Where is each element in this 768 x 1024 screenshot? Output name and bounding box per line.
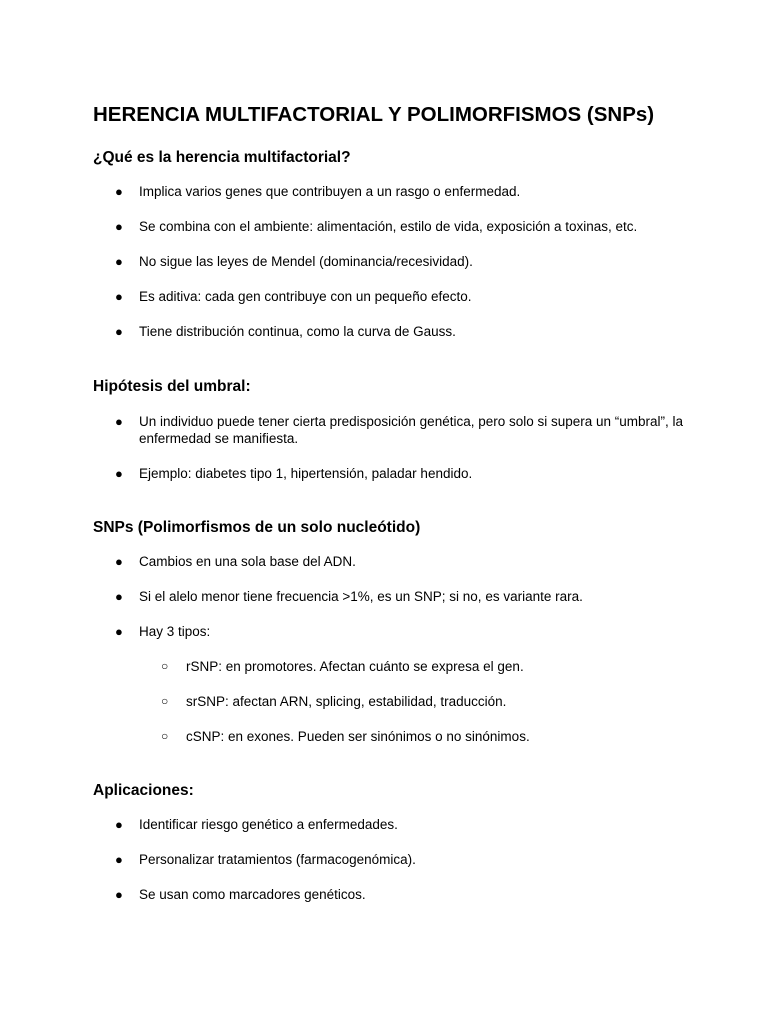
bullet-icon: ● (115, 184, 123, 199)
list-item (93, 218, 693, 236)
list-item (93, 886, 693, 904)
sub-list-item-text: srSNP: afectan ARN, splicing, estabilidad, traducción. (186, 694, 507, 709)
sub-list-item-text: cSNP: en exones. Pueden ser sinónimos o no sinónimos. (186, 729, 530, 744)
sublist-snp-types (93, 658, 693, 746)
list-aplicaciones (93, 816, 693, 904)
bullet-icon: ● (115, 816, 123, 832)
list-item-text: Implica varios genes que contribuyen a un rasgo o enfermedad. (139, 184, 521, 199)
list-item (93, 623, 693, 641)
bullet-icon: ● (115, 886, 123, 902)
document-title: HERENCIA MULTIFACTORIAL Y POLIMORFISMOS (SNPs) (93, 103, 655, 126)
list-item-text: Hay 3 tipos: (139, 624, 211, 639)
sub-list-item (93, 693, 693, 711)
list-snps (93, 553, 693, 641)
list-item-text: Se combina con el ambiente: alimentación, estilo de vida, exposición a toxinas, etc. (139, 219, 638, 234)
list-item (93, 465, 693, 483)
bullet-icon: ● (115, 324, 123, 339)
list-item (93, 183, 693, 201)
list-item (93, 816, 693, 834)
list-item-text: Tiene distribución continua, como la curva de Gauss. (139, 324, 456, 339)
list-item-text: Ejemplo: diabetes tipo 1, hipertensión, paladar hendido. (139, 465, 473, 481)
list-umbral (93, 413, 693, 483)
bullet-icon: ● (115, 413, 123, 429)
list-item (93, 553, 693, 571)
sub-bullet-icon: ○ (161, 694, 169, 708)
bullet-icon: ● (115, 289, 123, 304)
list-item-text: Un individuo puede tener cierta predisposición genética, pero solo si supera un “umbral”, la enfermedad se manifiesta. (139, 413, 684, 446)
list-item-text: Si el alelo menor tiene frecuencia >1%, es un SNP; si no, es variante rara. (139, 589, 583, 604)
bullet-icon: ● (115, 554, 123, 569)
sub-bullet-icon: ○ (161, 659, 169, 673)
bullet-icon: ● (115, 465, 123, 481)
list-item (93, 851, 693, 869)
section-heading-umbral: Hipótesis del umbral: (93, 377, 251, 395)
sub-list-item-text: rSNP: en promotores. Afectan cuánto se expresa el gen. (186, 659, 524, 674)
list-item (93, 253, 693, 271)
list-herencia (93, 183, 693, 341)
bullet-icon: ● (115, 219, 123, 234)
bullet-icon: ● (115, 851, 123, 867)
section-heading-aplicaciones: Aplicaciones: (93, 781, 194, 799)
list-item (93, 323, 693, 341)
list-item-text: Cambios en una sola base del ADN. (139, 554, 356, 569)
sub-bullet-icon: ○ (161, 729, 169, 743)
list-item (93, 413, 693, 448)
list-item-text: Personalizar tratamientos (farmacogenómica). (139, 851, 416, 867)
sub-list-item (93, 728, 693, 746)
list-item-text: Se usan como marcadores genéticos. (139, 886, 366, 902)
bullet-icon: ● (115, 254, 123, 269)
bullet-icon: ● (115, 589, 123, 604)
section-heading-snps: SNPs (Polimorfismos de un solo nucleótido) (93, 519, 421, 536)
list-item-text: Identificar riesgo genético a enfermedades. (139, 816, 398, 832)
list-item-text: Es aditiva: cada gen contribuye con un pequeño efecto. (139, 289, 472, 304)
document-page (93, 101, 693, 903)
section-heading-herencia: ¿Qué es la herencia multifactorial? (93, 149, 351, 166)
list-item (93, 288, 693, 306)
list-item-text: No sigue las leyes de Mendel (dominancia/recesividad). (139, 254, 473, 269)
sub-list-item (93, 658, 693, 676)
list-item (93, 588, 693, 606)
bullet-icon: ● (115, 624, 123, 639)
